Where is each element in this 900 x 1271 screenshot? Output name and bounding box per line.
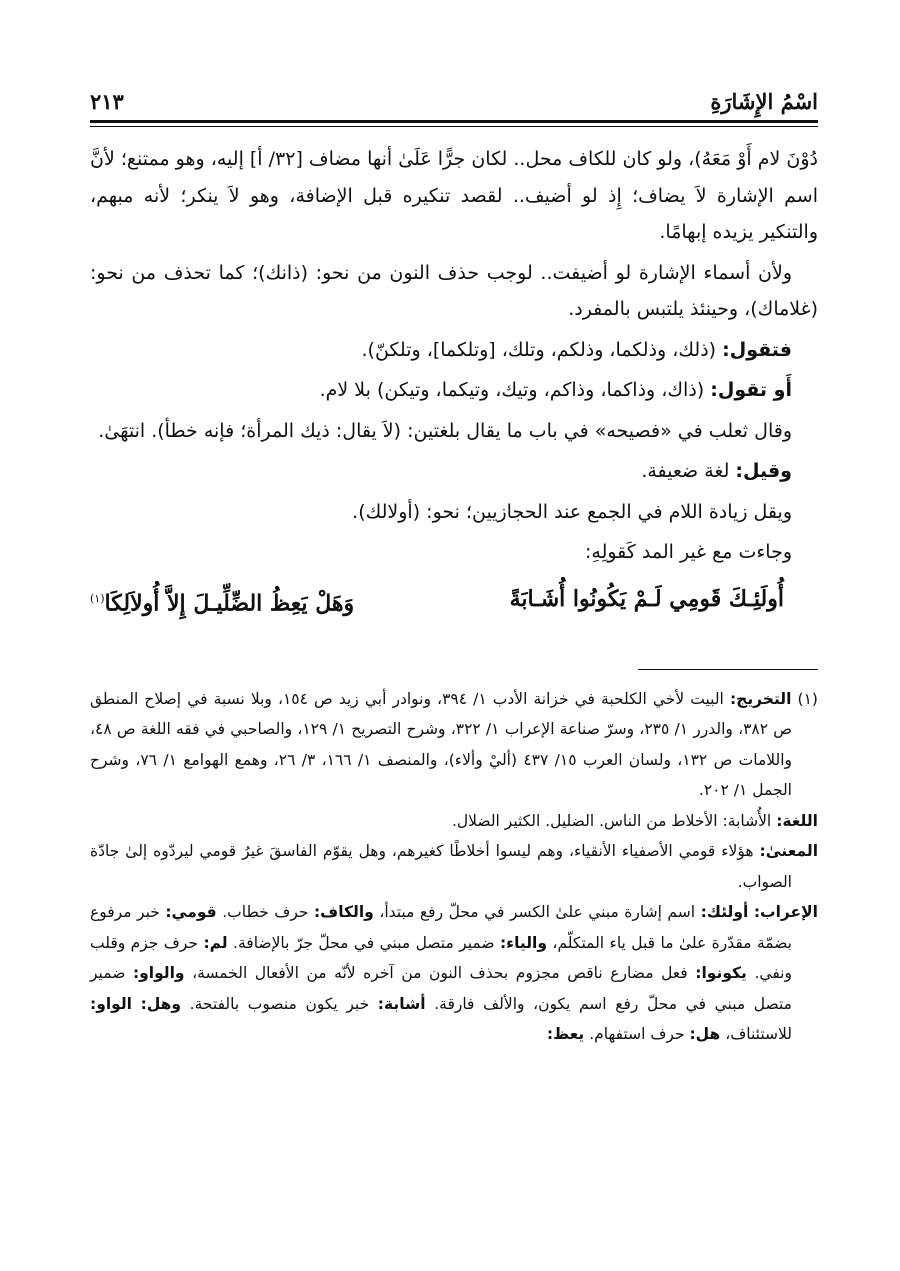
paragraph-3	[90, 332, 818, 369]
header-rule-thin	[90, 126, 818, 127]
irab-text: اسم إشارة مبني علىٰ الكسر في محلّ رفع مبتدأ،	[379, 903, 696, 922]
verse-second-hemistich: وَهَلْ يَعِظُ الضِّلِّيـلَ إِلاَّ أُولاَلِكَا	[104, 589, 355, 616]
paragraph-2: ولأن أسماء الإشارة لو أضيفت.. لوجب حذف النون من نحو: (ذانك)؛ كما تحذف من نحو: (غلاماك)، وحينئذ يلتبس بالمفرد.	[90, 261, 818, 320]
paragraph-3-text: (ذلك، وذلكما، وذلكم، وتلك، [وتلكما]، وتلكنّ).	[361, 338, 717, 361]
book-page	[90, 78, 818, 1050]
irab-term: يكونوا:	[695, 964, 747, 983]
irab-text: فعل مضارع ناقص مجزوم بحذف النون من آخره لأنّه من الأفعال الخمسة،	[192, 964, 688, 983]
paragraph-3-lead: فتقول:	[722, 338, 792, 361]
main-text	[90, 141, 818, 627]
footnote-1-number: (١)	[797, 689, 818, 708]
running-title: اسْمُ الإِشَارَةِ	[710, 89, 818, 114]
footnotes	[90, 684, 818, 1050]
irab-text: حرف خطاب.	[222, 903, 309, 922]
page-header	[90, 78, 818, 114]
note-lugha-label: اللغة:	[776, 811, 818, 830]
irab-term: والياء:	[499, 933, 548, 952]
page-number: ٢١٣	[90, 89, 124, 114]
irab-term: والكاف:	[313, 903, 374, 922]
note-lugha	[90, 806, 818, 837]
irab-term: قومي:	[165, 903, 217, 922]
irab-text: خبر يكون منصوب بالفتحة.	[189, 994, 370, 1013]
irab-text: حرف جزم وقلب ونفي.	[90, 933, 792, 983]
paragraph-6-lead: وقيل:	[735, 460, 792, 482]
paragraph-4-text: (ذاك، وذاكما، وذاكم، وتيك، وتيكما، وتيكن) بلا لام.	[319, 379, 705, 401]
paragraph-5: وقال ثعلب في «فصيحه» في باب ما يقال بلغتين: (لاَ يقال: ذيك المرأة؛ فإنه خطأ). انتهَىٰ.	[98, 419, 792, 442]
irab-text: خبر مرفوع بضمّة مقدّرة علىٰ ما قبل ياء المتكلّم،	[90, 903, 792, 952]
paragraph-6-text: لغة ضعيفة.	[641, 460, 730, 482]
verse-first-hemistich: أُولَئِـكَ قَومِي لَـمْ يَكُونُوا أُشَـابَةً	[509, 585, 784, 612]
paragraph-4	[90, 372, 818, 409]
irab-term: يعظ:	[546, 1025, 585, 1044]
header-rule-thick	[90, 120, 818, 123]
paragraph-8: وجاءت مع غير المد كَقولِهِ:	[584, 541, 792, 563]
irab-text: حرف استفهام.	[589, 1025, 685, 1044]
note-maana-label: المعنىٰ:	[759, 842, 819, 861]
footnote-ref: (١)	[90, 591, 105, 605]
irab-term: هل:	[689, 1025, 721, 1044]
paragraph-6	[90, 453, 818, 490]
note-maana-text: هؤلاء قومي الأصفياء الأنقياء، وهم ليسوا أخلاطًا كغيرهم، وهل يقوّم الفاسقَ غيرُ قومي ليردّوه إلىٰ جادّة الصواب.	[90, 842, 792, 891]
irab-term: وهل:	[140, 994, 182, 1013]
irab-text: للاستئناف،	[725, 1025, 792, 1044]
irab-text: ضمير متصل مبني في محلّ رفع اسم يكون، والألف فارقة.	[90, 964, 792, 1013]
irab-text: ضمير متصل مبني في محلّ جرّ بالإضافة.	[233, 933, 495, 952]
irab-term: أولئك:	[700, 903, 749, 922]
verse-second-hemistich-wrap	[90, 575, 354, 627]
note-irab-label: الإعراب:	[753, 903, 818, 922]
footnote-1-text: البيت لأخي الكلحبة في خزانة الأدب ١/ ٣٩٤، ونوادر أبي زيد ص ١٥٤، وبلا نسبة في إصلاح المنطق ص ٣٨٢، والدرر ١/ ٢٣٥، وسرّ صناعة الإعراب ١/ ٣٢٢، وشرح التصريح ١/ ١٢٩، والصاحبي في فقه اللغة ص ٤٨، واللامات ص ١٣٢، ولسان العرب ١٥/ ٤٣٧ (أليْ وألاء)، والمنصف ١/ ١٦٦، ٣/ ٢٦، وهمع الهوامع ١/ ٧٦، وشرح الجمل ١/ ٢٠٢.	[90, 689, 793, 800]
paragraph-1: دُوْنَ لام أَوْ مَعَهُ)، ولو كان للكاف محل.. لكان جرًّا عَلَىٰ أنها مضاف [٣٢/ أ] إليه، وهو ممتنع؛ لأنَّ اسم الإشارة لاَ يضاف؛ إِذ لو أضيف.. لقصد تنكيره قبل الإضافة، وهو لاَ ينكر؛ لأنه مبهم، والتنكير يزيده إبهامًا.	[90, 148, 818, 243]
irab-term: لم:	[203, 933, 228, 952]
note-maana	[90, 836, 818, 897]
paragraph-4-lead: أَو تقول:	[710, 379, 792, 401]
note-lugha-text: الأُشابة: الأخلاط من الناس. الضليل. الكثير الضلال.	[451, 811, 772, 830]
paragraph-7: ويقل زيادة اللام في الجمع عند الحجازيين؛ نحو: (أولالك).	[352, 500, 792, 523]
note-irab	[90, 897, 818, 1050]
footnote-1-label: التخريج:	[729, 689, 792, 708]
irab-term: الواو:	[90, 994, 132, 1013]
poetry-verse	[90, 575, 784, 627]
irab-term: أشابة:	[377, 994, 426, 1013]
footnote-1	[90, 684, 818, 806]
irab-term: والواو:	[132, 964, 185, 983]
footnote-separator	[638, 669, 818, 670]
